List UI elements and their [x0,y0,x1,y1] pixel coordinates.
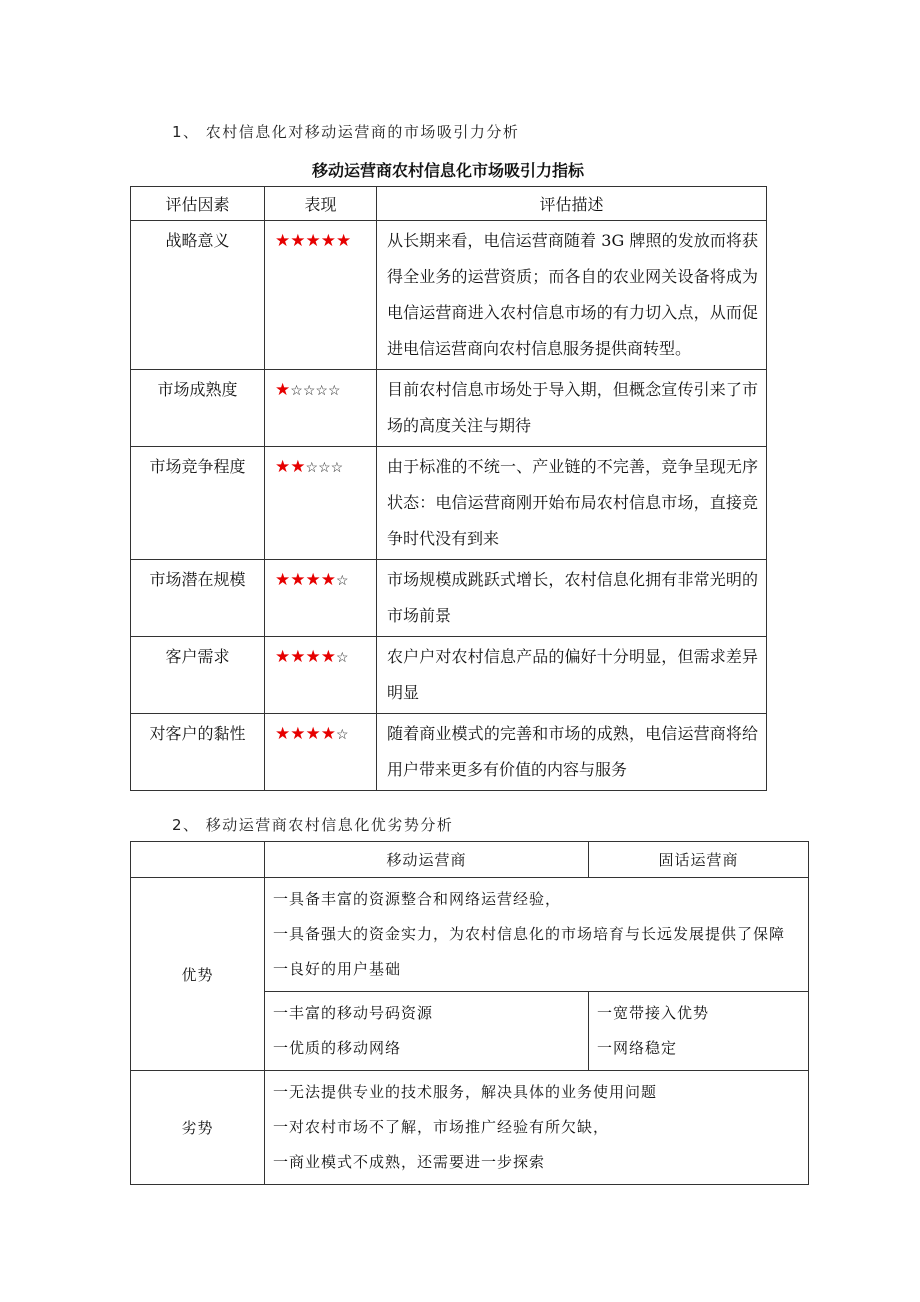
factor-cell: 市场潜在规模 [131,560,265,637]
table1-header-row [131,187,767,221]
empty-corner-cell [131,842,265,878]
advantage-mobile-cell [265,992,589,1071]
star-filled-icon: ★ [290,231,306,251]
advantage-common-line: 一具备丰富的资源整合和网络运营经验， [273,890,562,908]
star-empty-icon: ☆ [336,573,349,589]
star-filled-icon: ★ [275,457,291,477]
star-filled-icon: ★ [305,570,321,590]
description-cell: 目前农村信息市场处于导入期，但概念宣传引来了市场的高度关注与期待 [377,370,767,447]
star-empty-icon: ☆ [290,383,303,399]
star-filled-icon: ★ [320,724,336,744]
section1-heading: 1、 农村信息化对移动运营商的市场吸引力分析 [172,123,520,141]
star-filled-icon: ★ [290,457,306,477]
factor-cell: 市场成熟度 [131,370,265,447]
star-filled-icon: ★ [275,647,291,667]
rating-cell [265,637,377,714]
star-filled-icon: ★ [290,647,306,667]
table-row [131,637,767,714]
star-empty-icon: ☆ [336,650,349,666]
advantage-label: 优势 [131,878,265,1071]
disadvantage-row [131,1071,809,1185]
advantage-common-line: 一良好的用户基础 [273,960,402,978]
swot-table [130,841,809,1185]
advantage-fixed-cell [589,992,809,1071]
table-row [131,370,767,447]
rating-cell [265,560,377,637]
description-cell: 农户户对农村信息产品的偏好十分明显，但需求差异明显 [377,637,767,714]
description-cell: 从长期来看，电信运营商随着 3G 牌照的发放而将获得全业务的运营资质；而各自的农业网关设备将成为电信运营商进入农村信息市场的有力切入点，从而促进电信运营商向农村信息服务提供商转型。 [377,221,767,370]
star-filled-icon: ★ [290,570,306,590]
advantage-fixed-line: 一网络稳定 [597,1039,678,1057]
table-row [131,560,767,637]
col-header-rating: 表现 [265,187,377,221]
col-header-fixed: 固话运营商 [589,842,809,878]
advantage-row-common [131,878,809,992]
star-filled-icon: ★ [336,231,352,251]
factor-cell: 客户需求 [131,637,265,714]
rating-cell [265,370,377,447]
col-header-mobile: 移动运营商 [265,842,589,878]
star-empty-icon: ☆ [305,460,319,476]
star-empty-icon: ☆ [315,383,328,399]
star-filled-icon: ★ [275,231,291,251]
disadvantage-line: 一商业模式不成熟，还需要进一步探索 [273,1153,546,1171]
star-filled-icon: ★ [275,570,291,590]
star-empty-icon: ☆ [302,383,316,399]
table2-header-row [131,842,809,878]
star-filled-icon: ★ [305,647,321,667]
description-cell: 随着商业模式的完善和市场的成熟，电信运营商将给用户带来更多有价值的内容与服务 [377,714,767,791]
description-cell: 由于标准的不统一、产业链的不完善，竞争呈现无序状态：电信运营商刚开始布局农村信息市场，直接竞争时代没有到来 [377,447,767,560]
advantage-fixed-line: 一宽带接入优势 [597,1004,710,1022]
disadvantage-cell [265,1071,809,1185]
rating-cell [265,447,377,560]
star-empty-icon: ☆ [330,460,344,476]
advantage-common-cell [265,878,809,992]
star-filled-icon: ★ [275,724,291,744]
rating-cell [265,714,377,791]
table-row [131,221,767,370]
rating-cell [265,221,377,370]
section2-heading: 2、 移动运营商农村信息化优劣势分析 [172,816,454,834]
star-filled-icon: ★ [305,231,321,251]
star-filled-icon: ★ [320,647,336,667]
attractiveness-table [130,186,767,791]
star-filled-icon: ★ [275,380,291,400]
disadvantage-label: 劣势 [131,1071,265,1185]
disadvantage-line: 一对农村市场不了解，市场推广经验有所欠缺， [273,1118,610,1136]
col-header-description: 评估描述 [377,187,767,221]
star-filled-icon: ★ [320,570,336,590]
table1-title: 移动运营商农村信息化市场吸引力指标 [311,161,584,180]
advantage-common-line: 一具备强大的资金实力，为农村信息化的市场培育与长远发展提供了保障 [273,925,786,943]
factor-cell: 战略意义 [131,221,265,370]
advantage-mobile-line: 一优质的移动网络 [273,1039,402,1057]
factor-cell: 对客户的黏性 [131,714,265,791]
table-row [131,714,767,791]
star-filled-icon: ★ [290,724,306,744]
star-filled-icon: ★ [305,724,321,744]
star-empty-icon: ☆ [318,460,331,476]
disadvantage-line: 一无法提供专业的技术服务，解决具体的业务使用问题 [273,1083,658,1101]
advantage-mobile-line: 一丰富的移动号码资源 [273,1004,434,1022]
col-header-factor: 评估因素 [131,187,265,221]
table-row [131,447,767,560]
star-empty-icon: ☆ [336,727,349,743]
star-empty-icon: ☆ [327,383,341,399]
factor-cell: 市场竞争程度 [131,447,265,560]
description-cell: 市场规模成跳跃式增长，农村信息化拥有非常光明的市场前景 [377,560,767,637]
star-filled-icon: ★ [320,231,336,251]
